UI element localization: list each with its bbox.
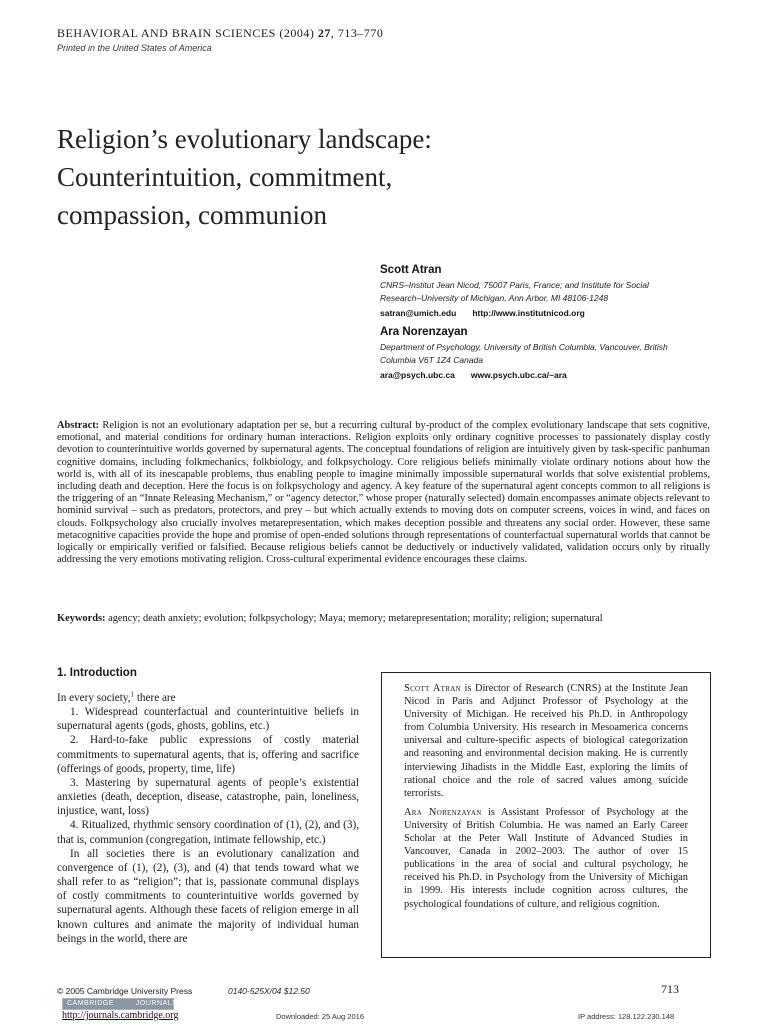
author-website[interactable]: http://www.institutnicod.org <box>472 308 585 318</box>
journal-link[interactable]: http://journals.cambridge.org <box>62 1010 179 1021</box>
copyright: © 2005 Cambridge University Press <box>57 986 193 996</box>
affiliation-line: Research–University of Michigan, Ann Arbor, MI 48106-1248 <box>380 293 609 303</box>
footnote-ref[interactable]: 1 <box>130 690 135 699</box>
bio-atran <box>404 682 688 800</box>
abstract-text: Religion is not an evolutionary adaptation per se, but a recurring cultural by-product of the complex evolutionary landscape that sets cognitive, emotional, and material conditions for ordinary human interactions. Religion exploits only ordinary cognitive processes to passionately display costly devotion to counterintuitive worlds governed by supernatural agents. The conceptual foundations of religion are intuitively given by task-specific panhuman cognitive domains, including folkmechanics, folkbiology, and folkpsychology. Core religious beliefs minimally violate ordinary notions about how the world is, with all of its inescapable problems, thus enabling people to imagine minimally impossible supernatural worlds that solve existential problems, including death and deception. Here the focus is on folkpsychology and agency. A key feature of the supernatural agent concepts common to all religions is the triggering of an “Innate Releasing Mechanism,” or “agency detector,” whose proper (naturally selected) domain encompasses animate objects relevant to hominid survival – such as predators, protectors, and prey – but which actually extends to moving dots on computer screens, voices in wind, and faces on clouds. Folkpsychology also crucially involves metarepresentation, which makes deception possible and threatens any social order. However, these same metacognitive capacities provide the hope and promise of open-ended solutions through representations of counterfactual supernatural worlds that cannot be logically or empirically verified or falsified. Because religious beliefs cannot be deductively or inductively validated, validation occurs only by ritually addressing the very emotions motivating religion. Cross-cultural experimental evidence encourages these claims. <box>57 420 710 566</box>
bio-text: is Director of Research (CNRS) at the Institute Jean Nicod in Paris and Adjunct Professor of Psychology at the University of Michigan. He received his Ph.D. in Anthropology from Columbia University. His research in Mesoamerica concerns universal and culture-specific aspects of biological categorization and reasoning and environmental decision making. He is currently interviewing Jihadists in the Middle East, exploring the limits of rational choice and the role of sacred values among suicide terrorists. <box>404 683 689 799</box>
issn-price: 0140-525X/04 $12.50 <box>228 986 310 996</box>
bio-norenzayan <box>404 806 688 911</box>
intro-text: In every society, <box>57 692 131 704</box>
intro-body <box>57 691 359 946</box>
bio-name: Ara Norenzayan <box>404 806 482 818</box>
author-email[interactable]: satran@umich.edu <box>380 308 457 318</box>
download-date: Downloaded: 25 Aug 2016 <box>276 1012 364 1021</box>
author-affiliation <box>380 341 720 367</box>
list-item: 2. Hard-to-fake public expressions of costly material commitments to supernatural agents, that is, offering and sacrifice (offerings of goods, property, time, life) <box>57 734 359 775</box>
keywords <box>57 612 710 625</box>
author-website[interactable]: www.psych.ubc.ca/~ara <box>470 370 567 380</box>
author-contact <box>380 308 720 318</box>
printed-note: Printed in the United States of America <box>57 43 212 53</box>
intro-paragraph: In all societies there is an evolutionary canalization and convergence of (1), (2), (3), and (4) that tends toward what we shall refer to as “religion”; that is, passionate communal displays of costly commitments to counterintuitive worlds governed by supernatural agents. Although these facets of religion emerge in all known cultures and animate the majority of individual human beings in the world, there are <box>57 847 359 945</box>
ip-address: IP address: 128.122.230.148 <box>578 1012 675 1021</box>
section-heading: 1. Introduction <box>57 667 137 679</box>
abstract-label: Abstract: <box>57 420 100 431</box>
list-item: 1. Widespread counterfactual and counterintuitive beliefs in supernatural agents (gods, ghosts, goblins, etc.) <box>57 706 359 733</box>
journal-volume: 27 <box>317 26 331 40</box>
author-atran <box>380 264 720 318</box>
title-line-2: Counterintuition, commitment, <box>57 162 393 192</box>
cambridge-journals-logo[interactable] <box>62 998 178 1010</box>
bio-name: Scott Atran <box>404 683 461 694</box>
abstract <box>57 420 710 566</box>
journal-name: BEHAVIORAL AND BRAIN SCIENCES (2004) <box>57 26 318 40</box>
journal-pages: , 713–770 <box>330 26 384 40</box>
affiliation-line: Columbia V6T 1Z4 Canada <box>380 355 484 365</box>
intro-paragraph <box>57 691 359 705</box>
author-name: Scott Atran <box>380 264 442 276</box>
logo-text: JOURNALS <box>135 1000 178 1007</box>
author-contact <box>380 370 720 380</box>
keywords-text: agency; death anxiety; evolution; folkpsychology; Maya; memory; metarepresentation; morality; religion; supernatural <box>108 613 603 624</box>
list-item: 3. Mastering by supernatural agents of people’s existential anxieties (death, deception, disease, catastrophe, pain, loneliness, injustice, want, loss) <box>57 776 359 818</box>
title-line-1: Religion’s evolutionary landscape: <box>57 124 432 154</box>
author-bio-box <box>381 672 711 958</box>
author-name: Ara Norenzayan <box>380 326 468 338</box>
intro-text: there are <box>134 692 176 704</box>
author-email[interactable]: ara@psych.ubc.ca <box>380 370 455 380</box>
keywords-label: Keywords: <box>57 613 106 624</box>
page-number: 713 <box>661 982 679 996</box>
author-affiliation <box>380 279 720 305</box>
affiliation-line: Department of Psychology, University of British Columbia, Vancouver, British <box>380 342 668 352</box>
list-item: 4. Ritualized, rhythmic sensory coordination of (1), (2), and (3), that is, communion (congregation, intimate fellowship, etc.) <box>57 819 359 846</box>
title-line-3: compassion, communion <box>57 200 327 230</box>
article-title <box>57 120 707 234</box>
bio-text: is Assistant Professor of Psychology at the University of British Columbia. He was named an Early Career Scholar at the Peter Wall Institute of Advanced Studies in Vancouver, Canada in 2002–2003. The author of over 15 publications in the area of social and cultural psychology, he received his Ph.D. in Psychology from the University of Michigan in 1999. His interests include cognition across cultures, the psychological foundations of culture, and religious cognition. <box>404 806 689 910</box>
author-norenzayan <box>380 326 720 380</box>
journal-header <box>57 26 383 41</box>
affiliation-line: CNRS–Institut Jean Nicod, 75007 Paris, France; and Institute for Social <box>380 280 649 290</box>
logo-text: CAMBRIDGE <box>67 1000 114 1007</box>
